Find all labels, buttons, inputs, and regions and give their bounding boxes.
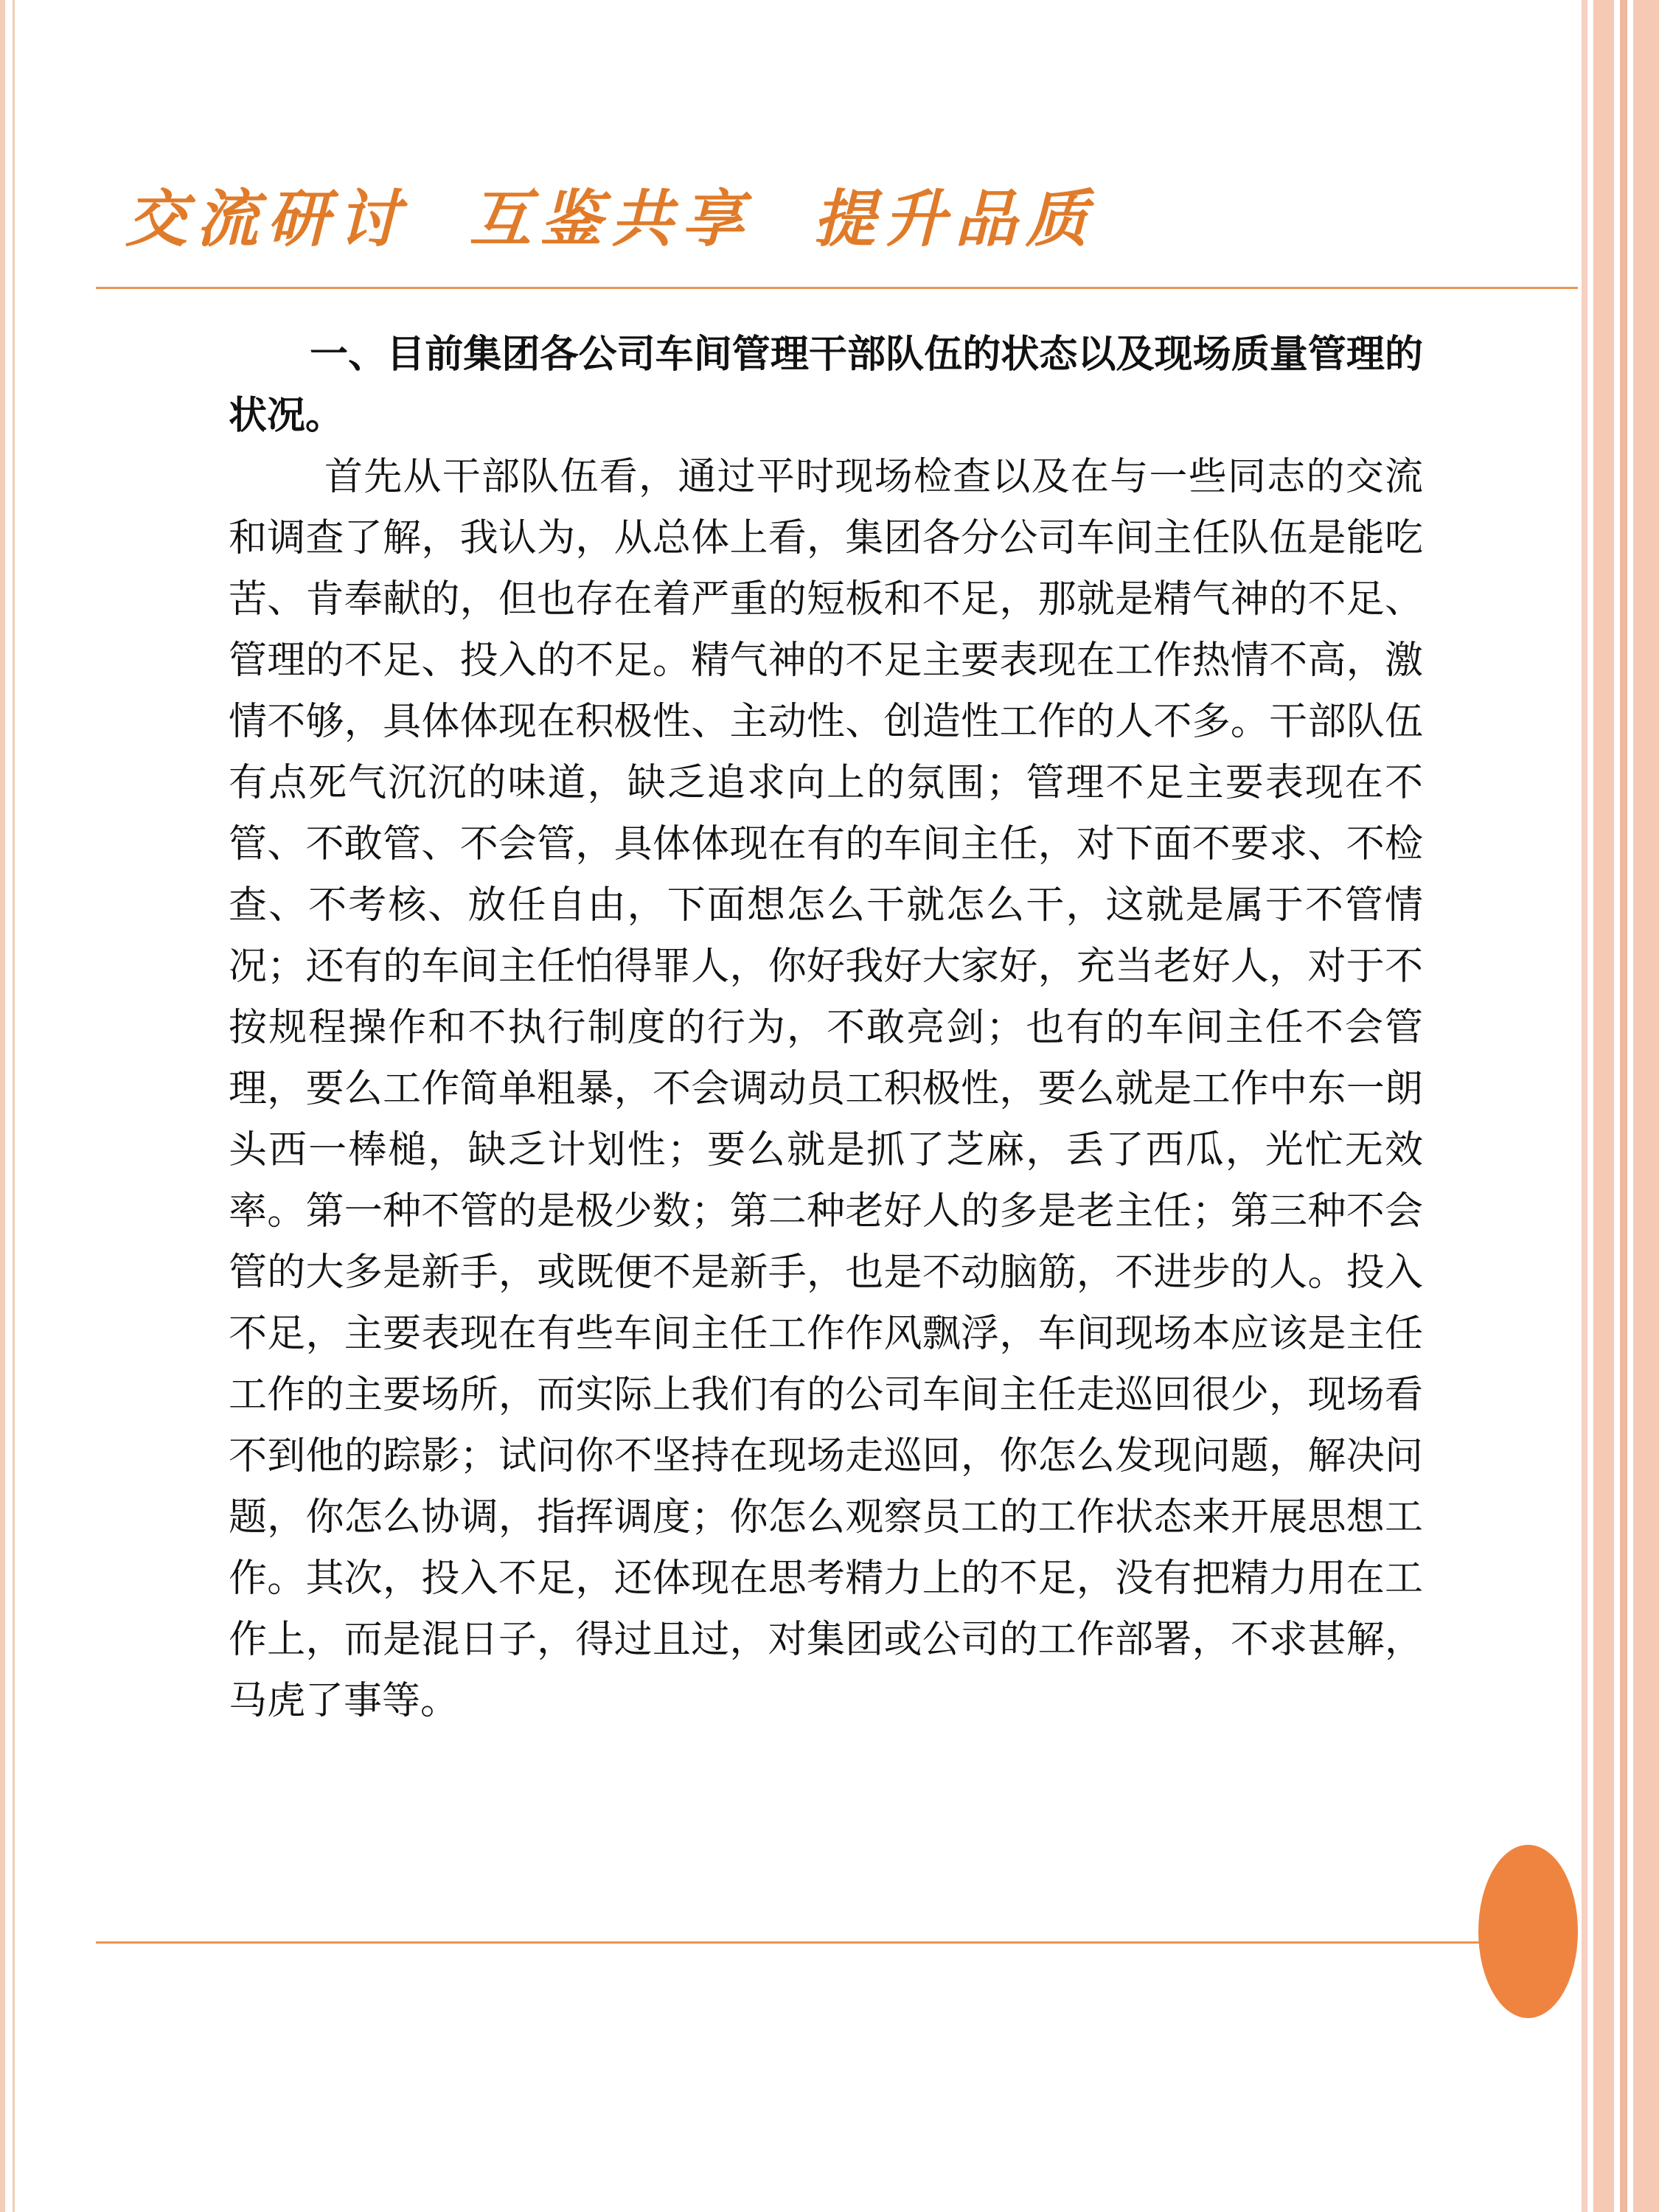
page-title: 交流研讨 互鉴共享 提升品质 xyxy=(125,182,1096,255)
section-heading: 一、目前集团各公司车间管理干部队伍的状态以及现场质量管理的状况。 xyxy=(229,333,1423,438)
page-marker-oval xyxy=(1478,1845,1578,2018)
article-body xyxy=(229,324,1423,1732)
body-paragraph: 首先从干部队伍看，通过平时现场检查以及在与一些同志的交流和调查了解，我认为，从总体上看，集团各分公司车间主任队伍是能吃苦、肯奉献的，但也存在着严重的短板和不足，那就是精气神的不足、管理的不足、投入的不足。精气神的不足主要表现在工作热情不高，激情不够，具体体现在积极性、主动性、创造性工作的人不多。干部队伍有点死气沉沉的味道，缺乏追求向上的氛围；管理不足主要表现在不管、不敢管、不会管，具体体现在有的车间主任，对下面不要求、不检查、不考核、放任自由，下面想怎么干就怎么干，这就是属于不管情况；还有的车间主任怕得罪人，你好我好大家好，充当老好人，对于不按规程操作和不执行制度的行为，不敢亮剑；也有的车间主任不会管理，要么工作简单粗暴，不会调动员工积极性，要么就是工作中东一朗头西一棒槌，缺乏计划性；要么就是抓了芝麻，丢了西瓜，光忙无效率。第一种不管的是极少数；第二种老好人的多是老主任；第三种不会管的大多是新手，或既便不是新手，也是不动脑筋，不进步的人。投入不足，主要表现在有些车间主任工作作风飘浮，车间现场本应该是主任工作的主要场所，而实际上我们有的公司车间主任走巡回很少，现场看不到他的踪影；试问你不坚持在现场走巡回，你怎么发现问题，解决问题，你怎么协调，指挥调度；你怎么观察员工的工作状态来开展思想工作。其次，投入不足，还体现在思考精力上的不足，没有把精力用在工作上，而是混日子，得过且过，对集团或公司的工作部署，不求甚解，马虎了事等。 xyxy=(229,455,1423,1723)
right-decorative-border xyxy=(1582,0,1659,2212)
footer-divider xyxy=(96,1941,1497,1944)
left-decorative-border xyxy=(0,0,15,2212)
title-divider xyxy=(96,287,1578,289)
